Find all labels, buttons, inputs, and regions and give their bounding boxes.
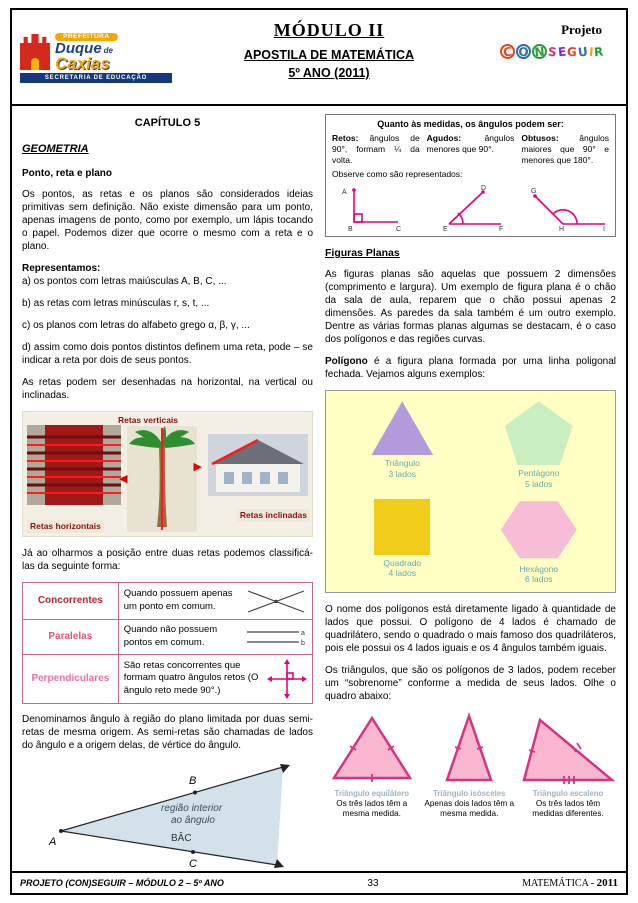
page-number: 33 [367,877,379,889]
city-name-line2: Caxias [55,54,110,74]
shape-sides: 4 lados [388,567,416,578]
angle-definitions [332,133,609,165]
shape-name: Quadrado [383,557,422,568]
triangle-name: Triângulo isósceles [433,789,506,799]
shape-sides: 3 lados [388,468,416,479]
shape-label [518,468,559,488]
list-item: c) os planos com letras do alfabeto grego α, β, γ, ... [22,319,250,331]
list-item: a) os pontos com letras maiúsculas A, B, C, ... [22,275,227,287]
isosceles-triangle [437,712,501,784]
footer-subject: MATEMÁTICA - [522,878,595,889]
shape-label [519,564,558,584]
equilateral-triangle [326,712,418,784]
term-obtusos: Obtusos: [521,133,559,144]
diagram-label: B [348,225,353,232]
palm-tree-photo [127,426,197,532]
square-shape [374,499,430,555]
table-row [23,582,313,619]
shape-sides: 6 lados [525,573,553,584]
diagram-label: G [531,187,537,195]
isosceles-figure [423,712,517,819]
definition-obtusos [521,133,609,165]
angle-types-box [325,114,616,237]
shape-name: Triângulo [384,458,420,469]
scalene-triangle [520,712,616,784]
paragraph: O nome dos polígonos está diretamente ligado à quantidade de lados que possui. O polígono de 4 lados é chamado de quadrilátero, sendo o quadrado o mais famoso dos quadriláteros, pois ele possui os 4 lados iguais e os 4 ângulos também iguais. [325,604,616,655]
castle-icon [20,34,50,70]
paragraph [325,355,616,381]
angle-diagrams [332,182,609,232]
row-desc [118,654,312,703]
representation-list [22,262,313,367]
diagram-label: C [396,225,402,232]
prefeitura-ribbon: PREFEITURA [55,33,118,42]
polygon-cell-square [334,499,471,584]
diagram-label: I [603,225,605,232]
polygon-cell-pentagon [471,401,608,488]
logo-letter: N [532,43,548,59]
equilateral-figure [325,712,419,819]
poligono-text: é a figura plana formada por uma linha poligonal fechada. Vejamos alguns exemplos: [325,356,616,381]
triangle-name: Triângulo escaleno [532,789,604,799]
footer-year: 2011 [596,877,618,889]
polygons-examples-box [325,390,616,593]
angle-box-title: Quanto às medidas, os ângulos podem ser: [377,119,564,129]
point-a-label: A [48,835,56,848]
row-name-perpendiculares: Perpendiculares [23,654,119,703]
list-item: b) as retas com letras minúsculas r, s, t, ... [22,297,210,309]
diagram-label: A [342,188,347,196]
line-label-b: b [301,639,305,647]
stairs-photo [27,425,121,505]
logo-letter: I [588,44,595,59]
hexagon-shape [501,499,577,561]
table-row [23,654,313,703]
label-retas-inclinadas: Retas inclinadas [237,509,310,522]
right-column [325,114,616,867]
triangle-desc: Os três lados têm medidas diferentes. [532,799,604,819]
shape-name: Pentágono [518,468,560,479]
escaleno-figure [520,712,616,819]
projeto-word: Projeto [561,22,602,37]
poligono-lead: Polígono [325,356,368,368]
diagram-label: D [480,184,486,192]
logo-letter: O [516,43,532,59]
angle-bac-label: BÂC [170,832,192,844]
left-column [22,114,313,867]
lines-montage-figure [22,411,313,537]
row-name-concorrentes: Concorrentes [23,582,119,619]
prefeitura-logo [20,14,172,102]
triangle-name: Triângulo equilátero [334,789,409,799]
row-name-paralelas: Paralelas [23,619,119,654]
diagram-label: F [498,225,503,232]
shape-label [385,458,420,478]
table-row [23,619,313,654]
year-line: 5º ANO (2011) [288,66,370,80]
row-desc [118,619,312,654]
definition-agudos [427,133,515,165]
obtuse-angle-diagram [529,182,609,232]
point-b-label: B [188,774,196,787]
representamos-title: Representamos: [22,262,101,274]
footer-right-text [522,877,618,889]
paragraph: As figuras planas são aquelas que possuem 2 dimensões (comprimento e largura). Um exemplo de figura plana é o chão da sala de aula, reparem que o chão possui apenas 2 dimensões. As paredes da sala também é um outro exemplo. Dentre as várias formas planas algumas se destacam, é o caso dos polígonos e das regiões curvas. [325,269,616,346]
city-text [55,33,118,72]
logo-letter: S [547,44,558,59]
triangle-desc: Os três lados têm a mesma medida. [336,799,408,819]
shape-label [383,558,421,578]
diagram-label: E [442,225,448,232]
shape-name: Hexágono [519,563,559,574]
polygon-cell-hexagon [471,499,608,584]
angle-region-figure [43,761,293,869]
figuras-planas-title: Figuras Planas [325,246,400,259]
paragraph: As retas podem ser desenhadas na horizontal, na vertical ou inclinadas. [22,376,313,401]
logo-letter: R [593,44,605,59]
shape-sides: 5 lados [525,478,553,489]
red-arrow-left-icon: ◀ [119,472,128,485]
chapter-heading: CAPÍTULO 5 [134,117,201,129]
secretaria-bar: SECRETARIA DE EDUCAÇÃO [20,73,172,83]
row-desc [118,582,312,619]
label-retas-verticais: Retas verticais [118,414,179,425]
logo-letter: U [577,43,589,60]
diagram-label: H [559,225,565,232]
triangle-desc: Apenas dois lados têm a mesma medida. [424,799,515,819]
paragraph: Os pontos, as retas e os planos são considerados ideias primitivas sem definição. Não existe dimensão para um ponto, apenas imagens de ponto, como por exemplo, um lápis tocando o papel. Podemos dizer que ocorre o mesmo com a reta e o plano. [22,188,313,252]
point-c-label: C [188,857,197,869]
page-body [12,106,626,871]
paragraph: Denominamos ângulo à região do plano limitada por duas semi-retas de mesma origem. As semi-retas são chamadas de lados do ângulo e a origem delas, de vértice do ângulo. [22,713,313,751]
right-angle-diagram [332,182,412,232]
region-label-line1: região interior [160,802,222,814]
list-item: d) assim como dois pontos distintos definem uma reta, pode – se indicar a reta por dois de seus pontos. [22,341,313,366]
text-agudos: ângulos menores que 90°. [426,133,515,154]
page-footer [12,871,626,893]
apostila-subtitle: APOSTILA DE MATEMÁTICA [243,48,415,62]
label-retas-horizontais: Retas horizontais [27,520,104,533]
term-agudos: Agudos: [426,133,462,144]
page-frame [10,8,628,895]
perpendiculares-diagram [267,659,307,699]
prefeitura-logo-top [20,33,172,72]
paragraph: Os triângulos, que são os polígonos de 3 lados, podem receber um “sobrenome” conforme a medida de seus lados. Olhe o quadro abaixo: [325,665,616,703]
row-desc-text: Quando não possuem pontos em comum. [123,624,218,648]
acute-angle-diagram [431,182,511,232]
city-de: de [103,46,114,56]
line-label-a: a [301,629,305,637]
roof-photo [208,434,308,496]
observe-line: Observe como são representados: [332,169,463,180]
lines-classification-table [22,582,313,704]
row-desc-text: Quando possuem apenas um ponto em comum. [123,588,233,612]
paragraph: Já ao olharmos a posição entre duas retas podemos classificá-las da seguinte forma: [22,547,313,572]
polygon-cell-triangle [334,401,471,488]
triangle-shape [371,401,433,455]
subsection-title: Ponto, reta e plano [22,167,113,179]
projeto-logo [486,14,618,102]
concorrentes-diagram [245,587,307,615]
header-titles [172,14,486,102]
section-title-geometria: GEOMETRIA [22,143,89,156]
definition-retos [332,133,420,165]
pentagon-shape [505,401,573,465]
triangle-types-row [325,712,616,819]
paralelas-diagram [245,624,307,650]
city-name-line1: Duque de [55,40,114,58]
term-retos: Retos: [332,133,359,144]
logo-letter: C [499,43,516,60]
logo-letter: E [557,44,567,59]
red-arrow-right-icon: ▶ [193,460,202,473]
conseguir-wordmark [486,44,618,59]
row-desc-text: São retas concorrentes que formam quatro ângulos retos (O ângulo reto mede 90°.) [123,660,259,696]
text-obtusos: ângulos maiores que 90° e menores que 180°. [521,133,610,165]
region-label-line2: ao ângulo [170,814,215,826]
footer-left-text: PROJETO (CON)SEGUIR – MÓDULO 2 – 5º ANO [20,878,224,888]
text-retos: ângulos de 90°, formam ¼ da volta. [332,133,420,165]
logo-letter: G [566,44,578,59]
module-title: MÓDULO II [273,20,385,40]
page-header [12,10,626,106]
